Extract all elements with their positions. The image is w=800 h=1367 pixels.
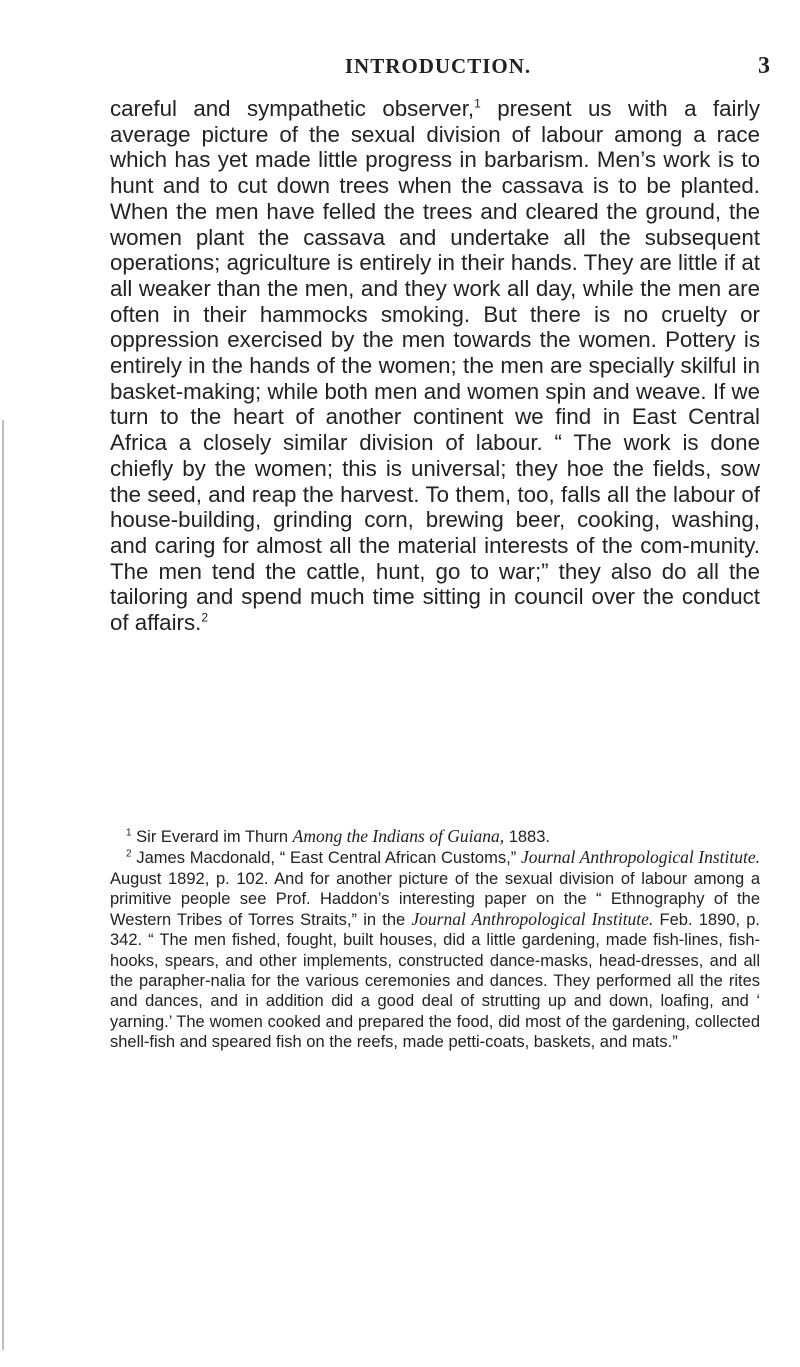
footnote-text: Feb. 1890, p. 342. “ The men fished, fought, built houses, did a little gardening, made fish-lines, fish-hooks, spears, and other implements, constructed dance-masks, head-dresses, and all the parapher-nalia for the various ceremonies and dances. They performed all the rites and dances, and in addition did a good deal of strutting up and down, loafing, and ‘ yarning.’ The women cooked and prepared the food, did most of the gardening, collected shell-fish and speared fish on the reefs, made petti-coats, baskets, and mats.”: [110, 911, 760, 1051]
footnote-ref-2[interactable]: 2: [201, 610, 208, 625]
footnote-2: [110, 847, 760, 1052]
body-text-rest: present us with a fairly average picture of the sexual division of labour among a race which has yet made little progress in barbarism. Men’s work is to hunt and to cut down trees when the cassava is to be planted. When the men have felled the trees and cleared the ground, the women plant the cassava and undertake all the subsequent operations; agriculture is entirely in their hands. They are little if at all weaker than the men, and they work all day, while the men are often in their hammocks smoking. But there is no cruelty or oppression exercised by the men towards the women. Pottery is entirely in the hands of the women; the men are specially skilful in basket-making; while both men and women spin and weave. If we turn to the heart of another continent we find in East Central Africa a closely similar division of labour. “ The work is done chiefly by the women; this is universal; they hoe the fields, sow the seed, and reap the harvest. To them, too, falls all the labour of house-building, grinding corn, brewing beer, cooking, washing, and caring for almost all the material interests of the com-munity. The men tend the cattle, hunt, go to war;” they also do all the tailoring and spend much time sitting in council over the conduct of affairs.: [110, 96, 760, 636]
running-head: [120, 50, 800, 82]
footnote-1: [110, 826, 760, 847]
footnote-ref-1[interactable]: 1: [474, 96, 481, 111]
footnote-text: James Macdonald, “ East Central African Customs,”: [136, 849, 521, 868]
footnote-mark: 1: [126, 827, 132, 839]
page-number: 3: [758, 53, 770, 79]
footnote-journal-title: Journal Anthropological Institute.: [411, 909, 654, 930]
footnote-book-title: Among the Indians of Guiana,: [292, 826, 505, 846]
page-edge-rule: [2, 420, 4, 1350]
running-title: INTRODUCTION.: [344, 54, 532, 78]
footnote-mark: 2: [126, 848, 132, 860]
body-paragraph: [110, 96, 760, 636]
footnote-text: August 1892, p. 102. And for another picture of the sexual division of labour among a primitive people see Prof. Haddon’s interesting paper on the “ Ethnography of the Western Tribes of Torres Straits,” in the: [110, 869, 760, 930]
body-text-start: careful and sympathetic observer,: [110, 96, 475, 121]
footnote-journal-title: Journal Anthropological Institute.: [520, 847, 761, 868]
footnote-text: Sir Everard im Thurn: [136, 828, 293, 846]
footnote-text: 1883.: [504, 828, 550, 846]
footnotes: [110, 826, 760, 1052]
